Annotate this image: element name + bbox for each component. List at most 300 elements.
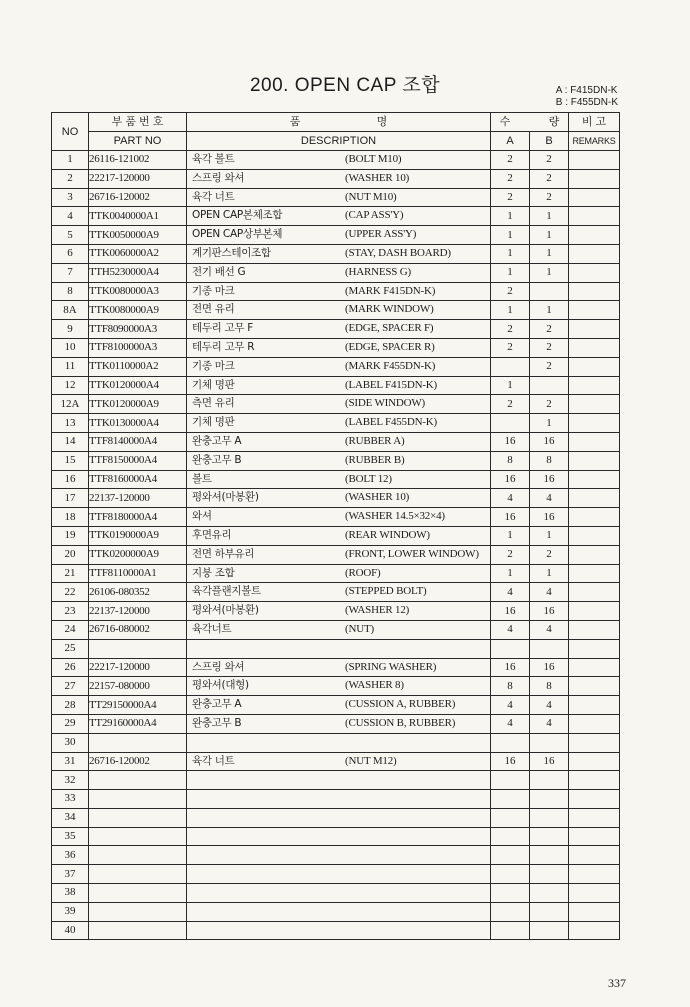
table-row <box>52 376 620 395</box>
row-qty-a: 4 <box>491 489 530 508</box>
row-qty-b: 16 <box>530 432 569 451</box>
row-part-no: TTF8180000A4 <box>89 508 187 527</box>
row-name-en: (CUSSION B, RUBBER) <box>345 716 456 729</box>
row-remarks <box>569 282 620 301</box>
row-description <box>187 151 491 170</box>
header-qty-a: A <box>491 132 530 151</box>
row-name-en: (SPRING WASHER) <box>345 660 437 673</box>
row-no: 11 <box>52 357 89 376</box>
table-row <box>52 151 620 170</box>
row-qty-b: 16 <box>530 470 569 489</box>
row-name-kr: 후면유리 <box>192 528 232 541</box>
model-legend <box>556 85 618 109</box>
row-name-kr: 육각 너트 <box>192 754 235 767</box>
row-qty-a: 16 <box>491 508 530 527</box>
row-no: 5 <box>52 226 89 245</box>
row-name-en: (WASHER 10) <box>345 171 410 184</box>
row-qty-b: 2 <box>530 338 569 357</box>
model-legend-a: A : F415DN-K <box>555 85 618 96</box>
row-qty-a: 1 <box>491 526 530 545</box>
row-qty-b: 4 <box>530 620 569 639</box>
row-qty-a: 1 <box>491 564 530 583</box>
row-name-en: (CUSSION A, RUBBER) <box>345 698 456 711</box>
row-part-no <box>89 865 187 884</box>
row-no: 7 <box>52 263 89 282</box>
row-remarks <box>569 733 620 752</box>
row-remarks <box>569 620 620 639</box>
row-qty-b: 4 <box>530 714 569 733</box>
header-name-kr-1: 품 <box>289 116 301 128</box>
table-row <box>52 451 620 470</box>
header-qty-b: B <box>530 132 569 151</box>
row-name-kr: 계기판스테이조합 <box>192 246 271 259</box>
row-description <box>187 508 491 527</box>
row-part-no: TT29160000A4 <box>89 714 187 733</box>
table-row <box>52 884 620 903</box>
row-description <box>187 846 491 865</box>
row-no: 10 <box>52 338 89 357</box>
row-qty-a: 2 <box>491 395 530 414</box>
row-description <box>187 338 491 357</box>
row-name-en: (MARK F455DN-K) <box>345 359 436 372</box>
table-row <box>52 526 620 545</box>
row-qty-a <box>491 733 530 752</box>
row-name-kr: 완충고무 B <box>192 453 242 466</box>
row-no: 18 <box>52 508 89 527</box>
row-name-en: (ROOF) <box>345 566 381 579</box>
row-no: 37 <box>52 865 89 884</box>
row-remarks <box>569 376 620 395</box>
row-remarks <box>569 244 620 263</box>
row-name-kr: 테두리 고무 F <box>192 322 254 335</box>
row-name-kr: OPEN CAP본체조합 <box>192 209 283 222</box>
row-no: 19 <box>52 526 89 545</box>
row-part-no <box>89 733 187 752</box>
row-name-en: (REAR WINDOW) <box>345 528 430 541</box>
row-name-kr: 와셔 <box>192 510 212 523</box>
row-remarks <box>569 169 620 188</box>
row-description <box>187 282 491 301</box>
row-part-no: TTK0060000A2 <box>89 244 187 263</box>
row-description <box>187 639 491 658</box>
row-no: 34 <box>52 808 89 827</box>
row-no: 39 <box>52 902 89 921</box>
row-remarks <box>569 846 620 865</box>
row-remarks <box>569 583 620 602</box>
row-description <box>187 752 491 771</box>
row-part-no: 26716-080002 <box>89 620 187 639</box>
row-remarks <box>569 884 620 903</box>
header-qty-kr <box>491 113 569 132</box>
row-qty-a: 2 <box>491 169 530 188</box>
row-part-no: TTF8110000A1 <box>89 564 187 583</box>
row-description <box>187 884 491 903</box>
row-no: 8A <box>52 301 89 320</box>
header-name-kr-2: 명 <box>376 116 388 128</box>
row-qty-b: 2 <box>530 169 569 188</box>
table-row <box>52 902 620 921</box>
row-description <box>187 301 491 320</box>
row-qty-b: 2 <box>530 357 569 376</box>
row-qty-a: 16 <box>491 658 530 677</box>
row-part-no <box>89 639 187 658</box>
row-part-no: 22217-120000 <box>89 169 187 188</box>
row-qty-b <box>530 639 569 658</box>
table-row <box>52 714 620 733</box>
row-no: 22 <box>52 583 89 602</box>
row-part-no: TTF8150000A4 <box>89 451 187 470</box>
row-qty-a: 1 <box>491 244 530 263</box>
row-remarks <box>569 677 620 696</box>
row-remarks <box>569 902 620 921</box>
row-name-en: (CAP ASS'Y) <box>345 209 404 222</box>
row-description <box>187 827 491 846</box>
row-qty-b <box>530 884 569 903</box>
table-row <box>52 639 620 658</box>
row-part-no <box>89 808 187 827</box>
row-name-en: (STEPPED BOLT) <box>345 585 427 598</box>
row-no: 6 <box>52 244 89 263</box>
row-qty-b: 4 <box>530 583 569 602</box>
row-name-kr: 완충고무 A <box>192 698 242 711</box>
row-name-en: (BOLT 12) <box>345 472 392 485</box>
page-title: 200. OPEN CAP 조합 <box>249 75 441 96</box>
row-no: 31 <box>52 752 89 771</box>
row-name-kr: OPEN CAP상부본체 <box>192 228 283 241</box>
row-qty-b <box>530 827 569 846</box>
header-remarks-en: REMARKS <box>569 132 620 151</box>
row-description <box>187 263 491 282</box>
row-qty-a: 2 <box>491 151 530 170</box>
row-remarks <box>569 771 620 790</box>
row-description <box>187 169 491 188</box>
row-remarks <box>569 320 620 339</box>
row-part-no: TTK0110000A2 <box>89 357 187 376</box>
row-no: 36 <box>52 846 89 865</box>
row-name-kr: 평와셔(마봉환) <box>192 604 259 617</box>
row-no: 3 <box>52 188 89 207</box>
row-remarks <box>569 790 620 809</box>
table-row <box>52 207 620 226</box>
row-remarks <box>569 808 620 827</box>
row-no: 27 <box>52 677 89 696</box>
table-row <box>52 508 620 527</box>
row-description <box>187 696 491 715</box>
row-description <box>187 733 491 752</box>
row-qty-b: 1 <box>530 414 569 433</box>
row-qty-a <box>491 846 530 865</box>
table-row <box>52 564 620 583</box>
row-qty-b: 1 <box>530 226 569 245</box>
row-remarks <box>569 151 620 170</box>
row-remarks <box>569 338 620 357</box>
row-remarks <box>569 301 620 320</box>
row-name-kr: 육각 너트 <box>192 190 235 203</box>
row-part-no <box>89 790 187 809</box>
row-qty-a: 2 <box>491 188 530 207</box>
row-description <box>187 207 491 226</box>
row-remarks <box>569 470 620 489</box>
table-row <box>52 188 620 207</box>
row-no: 20 <box>52 545 89 564</box>
row-no: 32 <box>52 771 89 790</box>
row-name-en: (WASHER 12) <box>345 604 410 617</box>
row-qty-a <box>491 639 530 658</box>
row-description <box>187 414 491 433</box>
row-name-en: (WASHER 8) <box>345 679 404 692</box>
row-qty-a: 4 <box>491 696 530 715</box>
row-name-kr: 지붕 조합 <box>192 566 235 579</box>
row-part-no: 26106-080352 <box>89 583 187 602</box>
row-part-no: TTK0190000A9 <box>89 526 187 545</box>
row-name-en: (SIDE WINDOW) <box>345 397 425 410</box>
table-row <box>52 320 620 339</box>
table-row <box>52 169 620 188</box>
row-remarks <box>569 921 620 940</box>
row-remarks <box>569 226 620 245</box>
row-name-en: (UPPER ASS'Y) <box>345 228 417 241</box>
table-row <box>52 790 620 809</box>
row-name-kr: 기체 명판 <box>192 416 235 429</box>
row-remarks <box>569 752 620 771</box>
row-remarks <box>569 395 620 414</box>
row-no: 24 <box>52 620 89 639</box>
header-part-no-kr: 부 품 번 호 <box>89 113 187 132</box>
row-description <box>187 564 491 583</box>
row-no: 26 <box>52 658 89 677</box>
row-part-no <box>89 846 187 865</box>
row-no: 33 <box>52 790 89 809</box>
row-part-no: TTK0050000A9 <box>89 226 187 245</box>
row-name-en: (WASHER 10) <box>345 491 410 504</box>
row-description <box>187 376 491 395</box>
table-row <box>52 677 620 696</box>
row-qty-a <box>491 808 530 827</box>
row-qty-a: 2 <box>491 545 530 564</box>
header-qty-kr-1: 수 <box>499 116 511 128</box>
row-description <box>187 790 491 809</box>
row-remarks <box>569 564 620 583</box>
row-name-kr: 육각너트 <box>192 622 232 635</box>
model-legend-b: B : F455DN-K <box>555 97 618 108</box>
row-no: 21 <box>52 564 89 583</box>
row-qty-a <box>491 884 530 903</box>
row-qty-b: 4 <box>530 696 569 715</box>
table-row <box>52 846 620 865</box>
row-name-kr: 완충고무 A <box>192 434 242 447</box>
row-qty-b: 2 <box>530 545 569 564</box>
row-part-no: 22217-120000 <box>89 658 187 677</box>
header-qty-kr-2: 량 <box>548 116 560 128</box>
row-qty-b <box>530 846 569 865</box>
row-qty-b <box>530 902 569 921</box>
row-part-no: 22137-120000 <box>89 489 187 508</box>
row-name-en: (WASHER 14.5×32×4) <box>345 510 445 523</box>
row-part-no <box>89 884 187 903</box>
row-no: 23 <box>52 602 89 621</box>
row-name-en: (HARNESS G) <box>345 265 411 278</box>
row-part-no: TTK0080000A3 <box>89 282 187 301</box>
row-part-no <box>89 902 187 921</box>
row-name-en: (EDGE, SPACER R) <box>345 340 435 353</box>
table-row <box>52 282 620 301</box>
row-description <box>187 526 491 545</box>
table-row <box>52 752 620 771</box>
row-qty-a: 1 <box>491 376 530 395</box>
row-description <box>187 489 491 508</box>
row-name-kr: 테두리 고무 R <box>192 340 255 353</box>
row-part-no: TTK0120000A9 <box>89 395 187 414</box>
row-qty-b: 1 <box>530 263 569 282</box>
table-row <box>52 696 620 715</box>
row-remarks <box>569 188 620 207</box>
table-row <box>52 545 620 564</box>
row-part-no: TTK0130000A4 <box>89 414 187 433</box>
row-qty-b: 2 <box>530 320 569 339</box>
row-name-kr: 전면 유리 <box>192 303 235 316</box>
row-part-no <box>89 771 187 790</box>
row-qty-b <box>530 733 569 752</box>
table-row <box>52 733 620 752</box>
row-name-kr: 스프링 와셔 <box>192 171 245 184</box>
table-row <box>52 921 620 940</box>
table-row <box>52 395 620 414</box>
row-name-en: (LABEL F415DN-K) <box>345 378 438 391</box>
row-description <box>187 432 491 451</box>
row-description <box>187 602 491 621</box>
row-description <box>187 545 491 564</box>
row-qty-a: 4 <box>491 583 530 602</box>
table-row <box>52 357 620 376</box>
row-remarks <box>569 602 620 621</box>
row-qty-b: 2 <box>530 188 569 207</box>
row-qty-b <box>530 771 569 790</box>
row-description <box>187 357 491 376</box>
row-name-kr: 육각 볼트 <box>192 153 235 165</box>
row-name-en: (BOLT M10) <box>345 153 402 165</box>
row-name-kr: 평와셔(마봉환) <box>192 491 259 504</box>
row-description <box>187 451 491 470</box>
row-part-no: TTK0200000A9 <box>89 545 187 564</box>
row-remarks <box>569 508 620 527</box>
row-qty-a <box>491 414 530 433</box>
row-qty-a: 2 <box>491 282 530 301</box>
row-name-en: (MARK F415DN-K) <box>345 284 436 297</box>
row-qty-b <box>530 921 569 940</box>
row-name-kr: 평와셔(대형) <box>192 679 249 692</box>
table-row <box>52 338 620 357</box>
row-qty-b: 1 <box>530 564 569 583</box>
row-part-no: 26716-120002 <box>89 188 187 207</box>
row-part-no: 22137-120000 <box>89 602 187 621</box>
parts-table-header <box>52 113 620 151</box>
row-qty-a: 1 <box>491 207 530 226</box>
row-remarks <box>569 489 620 508</box>
row-qty-a: 1 <box>491 263 530 282</box>
row-part-no: TTK0120000A4 <box>89 376 187 395</box>
row-no: 9 <box>52 320 89 339</box>
table-row <box>52 244 620 263</box>
row-qty-a: 1 <box>491 226 530 245</box>
row-remarks <box>569 714 620 733</box>
table-row <box>52 827 620 846</box>
row-no: 29 <box>52 714 89 733</box>
row-description <box>187 470 491 489</box>
row-qty-b: 16 <box>530 508 569 527</box>
row-qty-a: 1 <box>491 301 530 320</box>
row-no: 16 <box>52 470 89 489</box>
row-qty-a: 16 <box>491 602 530 621</box>
page-number: 337 <box>608 976 626 990</box>
row-name-kr: 전기 배선 G <box>192 265 246 278</box>
row-description <box>187 714 491 733</box>
row-qty-a: 16 <box>491 470 530 489</box>
row-part-no <box>89 827 187 846</box>
row-no: 25 <box>52 639 89 658</box>
row-description <box>187 620 491 639</box>
row-qty-a: 4 <box>491 620 530 639</box>
row-name-kr: 볼트 <box>192 472 212 485</box>
row-no: 1 <box>52 151 89 170</box>
header-part-no-en: PART NO <box>89 132 187 151</box>
row-part-no: 26116-121002 <box>89 151 187 170</box>
row-remarks <box>569 658 620 677</box>
row-name-en: (RUBBER B) <box>345 453 405 466</box>
row-remarks <box>569 865 620 884</box>
row-qty-b <box>530 865 569 884</box>
row-no: 12 <box>52 376 89 395</box>
row-no: 4 <box>52 207 89 226</box>
table-row <box>52 620 620 639</box>
row-part-no: TT29150000A4 <box>89 696 187 715</box>
row-no: 15 <box>52 451 89 470</box>
header-no: NO <box>52 113 89 151</box>
row-part-no: TTF8140000A4 <box>89 432 187 451</box>
row-qty-b: 1 <box>530 207 569 226</box>
row-no: 35 <box>52 827 89 846</box>
row-name-en: (LABEL F455DN-K) <box>345 416 438 429</box>
row-no: 14 <box>52 432 89 451</box>
row-no: 17 <box>52 489 89 508</box>
row-description <box>187 244 491 263</box>
row-no: 38 <box>52 884 89 903</box>
row-remarks <box>569 263 620 282</box>
row-name-kr: 기체 명판 <box>192 378 235 391</box>
row-qty-b <box>530 282 569 301</box>
row-name-en: (STAY, DASH BOARD) <box>345 246 451 259</box>
table-row <box>52 301 620 320</box>
row-name-en: (RUBBER A) <box>345 434 405 447</box>
row-no: 13 <box>52 414 89 433</box>
row-qty-b: 16 <box>530 658 569 677</box>
table-row <box>52 771 620 790</box>
row-qty-a: 4 <box>491 714 530 733</box>
row-name-kr: 완충고무 B <box>192 716 242 729</box>
row-description <box>187 188 491 207</box>
row-description <box>187 921 491 940</box>
row-qty-a <box>491 865 530 884</box>
table-row <box>52 865 620 884</box>
row-qty-a <box>491 902 530 921</box>
row-qty-b: 1 <box>530 244 569 263</box>
row-qty-b: 2 <box>530 151 569 170</box>
parts-table-body <box>52 151 620 940</box>
row-remarks <box>569 451 620 470</box>
table-row <box>52 583 620 602</box>
row-remarks <box>569 827 620 846</box>
row-part-no: TTF8160000A4 <box>89 470 187 489</box>
row-qty-a: 8 <box>491 451 530 470</box>
